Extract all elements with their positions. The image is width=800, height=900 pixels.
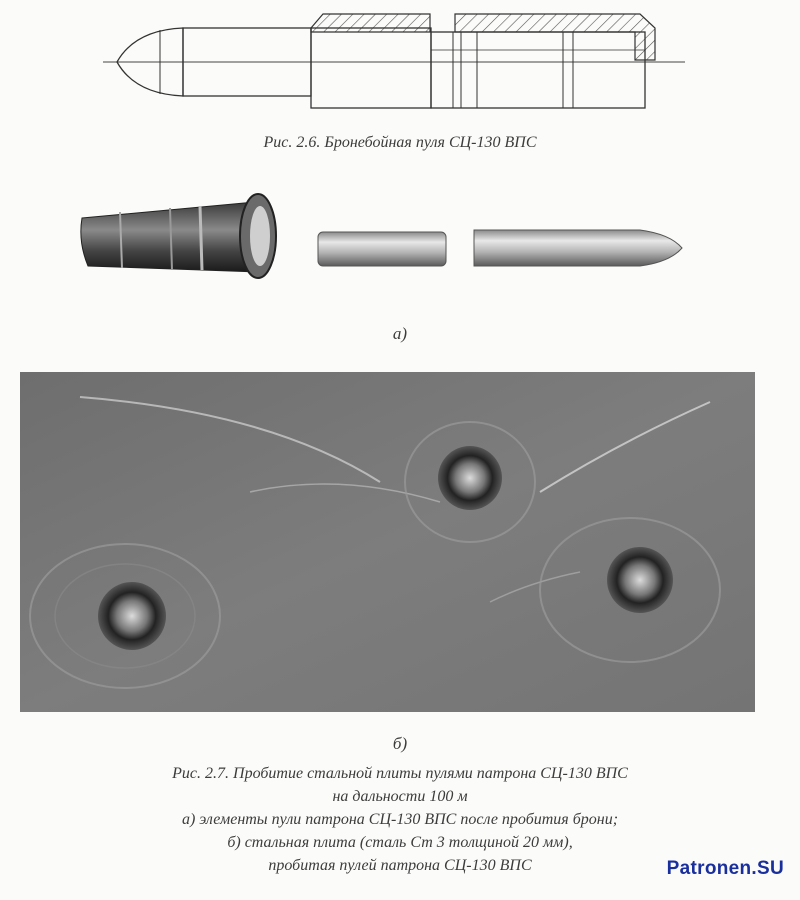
deformed-jacket (81, 194, 276, 278)
steel-plate-photo (20, 372, 755, 712)
figure-2-7-caption-line: пробитая пулей патрона СЦ-130 ВПС (268, 857, 532, 874)
figure-2-7-label-b: б) (392, 734, 408, 753)
figure-2-7-caption-line: а) элементы пули патрона СЦ-130 ВПС после пробития брони; (181, 811, 619, 828)
bullet-technical-drawing (95, 0, 695, 130)
jacket-section-hatched (311, 14, 430, 32)
figure-2-7-caption-line: Рис. 2.7. Пробитие стальной плиты пулями патрона СЦ-130 ВПС (172, 765, 628, 782)
watermark: Patronen.SU (666, 858, 784, 879)
bullet-elements-photo (60, 180, 700, 290)
steel-core-piece (318, 232, 446, 266)
figure-2-7-caption-line: на дальности 100 м (332, 788, 468, 805)
figure-2-7-caption-line: б) стальная плита (сталь Ст 3 толщиной 20 мм), (227, 834, 573, 851)
case-body-outline (431, 32, 645, 108)
figure-2-7-label-a: а) (392, 324, 408, 343)
figure-2-6-caption: Рис. 2.6. Бронебойная пуля СЦ-130 ВПС (263, 134, 537, 151)
steel-core-with-tip (474, 230, 682, 266)
case-section-hatched (455, 14, 655, 60)
